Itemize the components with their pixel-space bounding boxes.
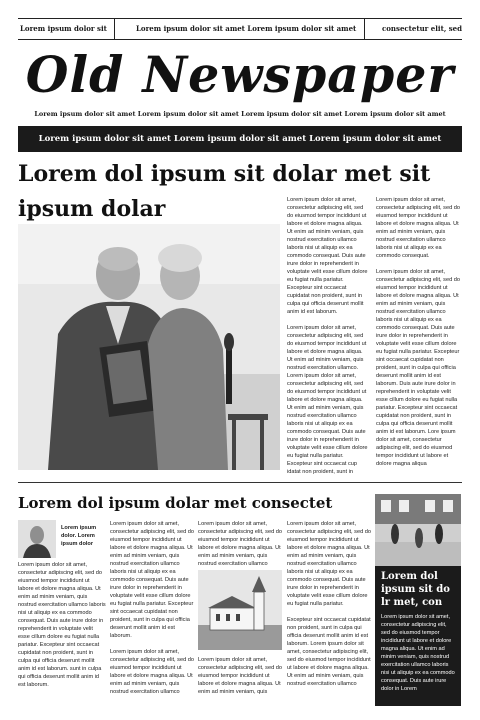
page-headline: Lorem dol ipsum sit dolar met sit ipsum dolar	[18, 161, 431, 222]
masthead-subtitle: Lorem ipsum dolor sit amet Lorem ipsum dolor sit amet Lorem ipsum dolor sit amet Lorem ipsum dolor sit amet	[34, 110, 446, 118]
bottom-column-3b	[198, 656, 282, 704]
paragraph: Lorem ipsum dolor sit amet, consectetur adipiscing elit, sed do eiusmod tempor incididunt ut labore et dolore magna aliqua. Ut enim ad minim veniam, quis nostrud exercitation ullamco laboris nisi ut aliquip ex ea commodo consequat.	[376, 197, 460, 259]
article-column-1	[287, 196, 369, 484]
masthead-title: Old Newspaper	[25, 45, 455, 104]
banner: Lorem ipsum dolor sit amet Lorem ipsum dolor sit amet Lorem ipsum dolor sit amet	[18, 126, 462, 152]
bottom-column-3a	[198, 520, 282, 576]
top-bar-left: Lorem ipsum dolor sit	[20, 24, 107, 33]
paragraph: Lorem ipsum dolor sit amet, consectetur adipiscing elit, sed do eiusmod tempor incididunt ut labore et dolore magna aliqua. Ut enim ad minim veniam, quis nostrud exercitation ullamco laboris nisi ut aliquip ex ea commodo consequat. Duis aute irure dolor in reprehenderit in voluptate velit esse cillum dolore eu fugiat nulla pariatur. Excepteur sint occaecat cupidatat non proident, sunt in culpa qui officia deserunt mollit anim id est laborum. sunt in culpa qui officia deserunt mollit anim id est laborum.	[18, 562, 106, 688]
paragraph: Lorem ipsum dolor sit amet, consectetur adipiscing elit, sed do eiusmod tempor incididunt ut labore et dolore magna aliqua. Ut enim ad minim veniam, quis nostrud exercitation ullamco	[198, 521, 282, 567]
paragraph: Lorem ipsum dolor sit amet, consectetur adipiscing elit, sed do eiusmod tempor incididunt ut labore et dolore magna aliqua. Ut enim ad minim veniam, quis nostrud exercitation ullamco laboris nisi ut aliquip ex ea commodo consequat. Duis aute irure dolor in reprehenderit in voluptate velit esse cillum dolore eu fugiat nulla pariatur. Excepteur sint occaecat cupidatat non proident, sunt in culpa qui officia deserunt mollit anim id est laborum.	[110, 521, 194, 639]
paragraph: Excepteur sint occaecat cupidatat non proident, sunt in culpa qui officia deserunt mollit anim id est laborum. Lorem ipsum dolor sit amet, consectetur adipiscing elit, sed do eiusmod tempor incididunt ut labore et dolore magna aliqua. Ut enim ad minim veniam, quis nostrud exercitation ullamco	[287, 617, 371, 687]
divider	[114, 19, 115, 39]
bottom-column-4	[287, 520, 371, 696]
top-bar-center: Lorem ipsum dolor sit amet Lorem ipsum dolor sit amet	[136, 24, 357, 33]
section-title: Lorem dol ipsum dolar met consectet	[18, 494, 333, 512]
paragraph: Lorem ipsum dolor sit amet, consectetur adipiscing elit, sed do eiusmod tempor incididunt ut labore et dolore magna aliqua. Ut enim ad minim veniam, quis nostrud exercitation ullamco laboris nisi ut aliquip ex ea commodo consequat. Duis aute irure dolor in reprehenderit in voluptate velit esse cillum dolore eu fugiat nulla pariatur. Excepteur sint occaecat cupidatat non proident, sunt in culpa qui officia deserunt mollit anim id est laborum.	[287, 197, 368, 315]
sidebar-body: Lorem ipsum dolor sit amet, consectetur adipiscing elit, sed do eiusmod tempor incididunt ut labore et dolore magna aliqua. Ut enim ad minim veniam, quis nostrud exercitation ullamco laboris nisi ut aliquip ex ea commodo consequat. Duis aute irure dolor in Lorem	[381, 614, 455, 692]
paragraph: Lorem ipsum dolor sit amet, consectetur adipiscing elit, sed do eiusmod tempor incididunt ut labore et dolore magna aliqua. Ut enim ad minim veniam, quis nostrud exercitation ullamco laboris nisi ut aliquip ex ea commodo consequat. Duis aute irure dolor in reprehenderit in voluptate velit esse cillum dolore eu fugiat nulla pariatur.	[287, 521, 371, 607]
portrait-caption: Lorem ipsum dolor. Lorem ipsum dolor	[61, 525, 97, 547]
paragraph: Lorem ipsum dolor sit amet, consectetur adipiscing elit, sed do eiusmod tempor incididunt ut labore et dolore magna aliqua. Ut enim ad minim veniam, quis nostrud exercitation ullamco laboris nisi ut aliquip ex ea commodo consequat. Duis aute irure dolor in reprehenderit in voluptate velit esse cillum dolore eu fugiat nulla pariatur. Excepteur sint occaecat cupidatat non proident, sunt in culpa qui officia deserunt mollit anim id est laborum. Duis aute irure dolor in reprehenderit in voluptate velit esse cillum dolore eu fugiat nulla pariatur. Excepteur sint occaecat cupidatat non proident, sunt in culpa qui officia deserunt mollit anim id est laborum. Lore ipsum dolor sit amet, consectetur adipiscing elit, sed do eiusmod tempor incididunt ut labore et dolore magna aliqua	[376, 269, 460, 467]
paragraph: Lorem ipsum dolor sit amet, consectetur adipiscing elit, sed do eiusmod tempor incididunt ut labore et dolore magna aliqua. Ut enim ad minim veniam, quis nostrud exercitation ullamco	[110, 649, 194, 695]
sidebar-box	[375, 566, 461, 706]
top-bar	[18, 18, 462, 40]
sidebar-title: Lorem dol ipsum sit do lr met, con	[381, 571, 450, 608]
street-photo	[375, 494, 461, 568]
top-bar-right: consectetur elit, sed	[382, 24, 462, 33]
bottom-column-1	[18, 561, 106, 697]
paragraph: Lorem ipsum dolor sit amet, consectetur adipiscing elit, sed do eiusmod tempor incididunt ut labore et dolore magna aliqua. Ut enim ad minim veniam, quis nostrud exercitation ullamco. Lorem ipsum dolor sit amet, consectetur adipiscing elit, sed do eiusmod tempor incididunt ut labore et dolore magna aliqua. Ut enim ad minim veniam, quis nostrud exercitation ullamco laboris nisi ut aliquip ex ea commodo consequat. Duis aute irure dolor in reprehenderit in voluptate velit esse cillum dolore eu fugiat nulla pariatur. Excepteur sint occaecat cup idatat non proident, sunt in	[287, 325, 368, 475]
bottom-column-2	[110, 520, 194, 704]
section-divider	[18, 482, 462, 483]
divider	[364, 19, 365, 39]
portrait-photo	[18, 520, 56, 558]
main-photo	[18, 224, 280, 470]
church-photo	[198, 570, 282, 650]
paragraph: Lorem ipsum dolor sit amet, consectetur adipiscing elit, sed do eiusmod tempor incididunt ut labore et dolore magna aliqua. Ut enim ad minim veniam, quis	[198, 657, 282, 695]
article-column-2	[376, 196, 462, 476]
